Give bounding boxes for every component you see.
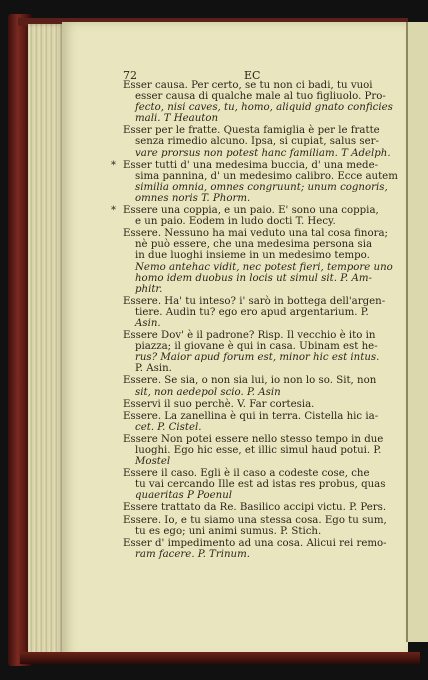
dictionary-entry (123, 80, 391, 124)
dictionary-entry (123, 411, 391, 433)
entry-line: piazza; il giovane è qui in casa. Ubinam est he- (135, 341, 378, 353)
entry-line: Essere il caso. Egli è il caso a codeste cose, che (123, 468, 370, 480)
entry-line: Essere una coppia, e un paio. E' sono una coppia, (123, 205, 379, 217)
dictionary-entry (123, 125, 391, 158)
page-stack (28, 24, 64, 664)
entry-line: P. Asin. (135, 363, 172, 375)
page-number: 72 (123, 69, 137, 82)
dictionary-entry (123, 228, 391, 295)
entry-line: Essere. La zanellina è qui in terra. Cistella hic ia- (123, 410, 379, 422)
entry-line: nè può essere, che una medesima persona sia (135, 239, 373, 251)
entry-line: quaeritas P Poenul (135, 490, 233, 502)
dictionary-text (111, 80, 398, 561)
entry-line: Esser tutti d' una medesima buccia, d' una mede- (123, 159, 379, 171)
entry-line: Esser causa. Per certo, se tu non ci badi, tu vuoi (123, 80, 373, 91)
asterisk-mark: * (111, 205, 116, 217)
bottom-cover-edge (20, 652, 420, 664)
entry-line: luoghi. Ego hic esse, et illic simul haud potui. P. (135, 445, 382, 456)
entry-line: ram facere. P. Trinum. (135, 548, 251, 560)
dictionary-entry (123, 434, 391, 467)
entry-line: omnes noris T. Phorm. (135, 192, 251, 204)
entry-line: vare prorsus non potest hanc familiam. T Adelph. (135, 147, 391, 159)
right-page-leaf (406, 22, 428, 642)
entry-line: in due luoghi insieme in un medesimo tempo. (135, 250, 370, 262)
entry-line: Essere. Nessuno ha mai veduto una tal cosa finora; (123, 228, 388, 240)
running-header: EC (244, 69, 261, 82)
dictionary-entry (123, 330, 391, 374)
entry-line: Asin. (135, 317, 161, 329)
entry-line: Essere. Ha' tu inteso? i' sarò in bottega dell'argen- (123, 295, 386, 307)
entry-line: Esser d' impedimento ad una cosa. Alicui rei remo- (123, 537, 387, 549)
entry-line: mali. T Heauton (135, 113, 219, 125)
entry-line: Esser per le fratte. Questa famiglia è per le fratte (123, 125, 380, 137)
entry-line: Nemo antehac vidit, nec potest fieri, tempore uno (135, 261, 393, 273)
entry-line: sima pannina, d' un medesimo calibro. Ecce autem (135, 170, 398, 182)
asterisk-mark: * (111, 159, 116, 171)
dictionary-entry (123, 515, 391, 537)
dictionary-entry (123, 502, 391, 513)
entry-line: esser causa di qualche male al tuo figliuolo. Pro- (135, 91, 386, 103)
dictionary-entry (111, 205, 391, 228)
entry-line: Essere trattato da Re. Basilico accipi victu. P. Pers. (123, 502, 387, 514)
dictionary-entry (111, 159, 398, 204)
entry-line: Essere. Se sia, o non sia lui, io non lo so. Sit, non (123, 375, 377, 387)
entry-line: e un paio. Eodem in ludo docti T. Hecy. (135, 216, 336, 228)
entry-line: Esservi il suo perchè. V. Far cortesia. (123, 398, 315, 410)
entry-line: fecto, nisi caves, tu, homo, aliquid gnato conficies (135, 102, 393, 114)
dictionary-entry (123, 399, 391, 410)
entry-line: Essere Non potei essere nello stesso tempo in due (123, 433, 384, 445)
entry-line: Essere Dov' è il padrone? Risp. Il vecchio è ito in (123, 330, 376, 342)
entry-line: phitr. (135, 283, 163, 295)
entry-line: homo idem duobus in locis ut simul sit. P. Am- (135, 272, 372, 284)
entry-line: rus? Maior apud forum est, minor hic est intus. (135, 352, 380, 364)
entry-line: senza rimedio alcuno. Ipsa, si cupiat, salus ser- (135, 136, 379, 148)
entry-line: sit, non aedepol scio. P. Asin (135, 386, 281, 398)
entry-line: Essere. Io, e tu siamo una stessa cosa. Ego tu sum, (123, 514, 387, 526)
entry-line: similia omnia, omnes congruunt; unum cognoris, (135, 181, 388, 193)
entry-line: tu es ego; uni animi sumus. P. Stich. (135, 525, 322, 537)
entry-line: tiere. Audin tu? ego ero apud argentarium. P. (135, 306, 369, 318)
entry-line: cet. P. Cistel. (135, 421, 202, 433)
dictionary-entry (123, 296, 391, 329)
entry-line: tu vai cercando Ille est ad istas res probus, quas (135, 479, 386, 491)
dictionary-entry (123, 468, 391, 501)
entry-line: Mostel (135, 456, 171, 468)
dictionary-entry (123, 538, 391, 560)
dictionary-entry (123, 375, 391, 397)
